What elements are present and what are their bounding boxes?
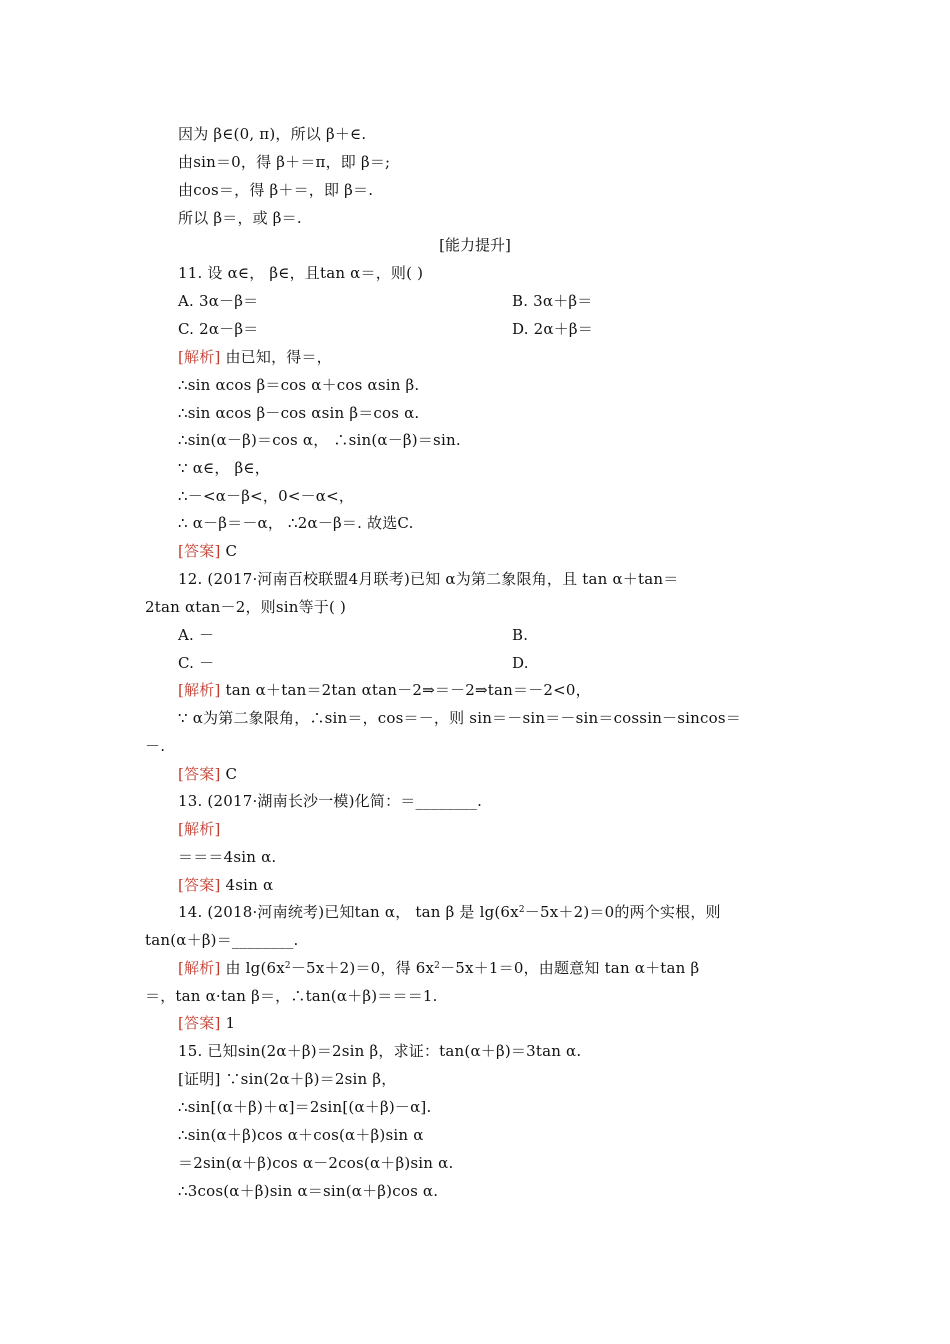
text-segment: A. －: [178, 626, 215, 644]
section-tag: [答案]: [178, 876, 221, 894]
text-segment: C: [220, 765, 238, 783]
text-line-l37: [178, 1125, 424, 1145]
text-segment: ∴sin[(α＋β)＋α]＝2sin[(α＋β)－α].: [178, 1098, 432, 1116]
text-segment: 2tan αtan－2，则sin等于( ): [145, 598, 347, 616]
text-segment: ∵ α∈， β∈，: [178, 459, 270, 477]
text-line-l12: [178, 430, 461, 450]
section-tag: [答案]: [178, 765, 221, 783]
text-line-l28: [178, 875, 273, 895]
text-segment: 所以 β＝，或 β＝.: [178, 209, 302, 227]
superscript: 2: [518, 905, 525, 915]
text-segment: 4sin α: [220, 876, 274, 894]
text-segment: [证明] ∵sin(2α＋β)＝2sin β，: [178, 1070, 397, 1088]
text-segment: D. 2α＋β＝: [512, 320, 593, 338]
section-tag: [答案]: [178, 1014, 221, 1032]
superscript: 2: [434, 961, 441, 971]
text-segment: 因为 β∈(0, π)，所以 β＋∈.: [178, 125, 367, 143]
text-line-l15: [178, 513, 414, 533]
text-segment: －5x＋2)＝0，得 6x: [290, 959, 435, 977]
text-segment: 14. (2018·河南统考)已知tan α， tan β 是 lg(6x: [178, 903, 519, 921]
text-segment: 由已知，得＝，: [220, 348, 332, 366]
text-line-l19b: [512, 625, 528, 645]
text-segment: B.: [512, 626, 529, 644]
superscript: 2: [284, 961, 291, 971]
text-segment: －5x＋1＝0，由题意知 tan α＋tan β: [440, 959, 700, 977]
text-segment: tan(α＋β)＝________.: [145, 931, 299, 949]
text-segment: －.: [145, 737, 166, 755]
text-segment: ∵ α为第二象限角，∴sin＝，cos＝－，则 sin＝－sin＝－sin＝cossin－sincos＝: [178, 709, 741, 727]
text-line-l07a: [178, 291, 258, 311]
text-segment: tan α＋tan＝2tan αtan－2⇒＝－2⇒tan＝－2<0，: [220, 681, 591, 699]
text-line-l27: [178, 847, 276, 867]
text-segment: C. 2α－β＝: [178, 320, 259, 338]
text-segment: ∴3cos(α＋β)sin α＝sin(α＋β)cos α.: [178, 1182, 439, 1200]
text-line-l33: [178, 1013, 235, 1033]
text-line-l01: [178, 124, 366, 144]
text-segment: 由sin＝0，得 β＋＝π，即 β＝;: [178, 153, 391, 171]
text-line-l31: [178, 958, 699, 978]
text-segment: 15. 已知sin(2α＋β)＝2sin β，求证：tan(α＋β)＝3tan α.: [178, 1042, 582, 1060]
text-line-l20a: [178, 653, 214, 673]
text-line-l34: [178, 1041, 581, 1061]
section-tag: [答案]: [178, 542, 221, 560]
text-segment: 由cos＝，得 β＋＝，即 β＝.: [178, 181, 374, 199]
text-segment: 由 lg(6x: [220, 959, 285, 977]
section-tag: [解析]: [178, 820, 221, 838]
text-line-l07b: [512, 291, 593, 311]
text-segment: ＝2sin(α＋β)cos α－2cos(α＋β)sin α.: [178, 1154, 454, 1172]
text-segment: ∴sin(α＋β)cos α＋cos(α＋β)sin α: [178, 1126, 424, 1144]
section-tag: [解析]: [178, 348, 221, 366]
text-line-l23: [145, 736, 165, 756]
text-segment: D.: [512, 654, 529, 672]
text-line-l32: [145, 986, 438, 1006]
text-segment: A. 3α－β＝: [178, 292, 259, 310]
text-segment: 11. 设 α∈， β∈，且tan α＝，则( ): [178, 264, 424, 282]
text-line-l29: [178, 902, 721, 922]
text-line-l17: [178, 569, 678, 589]
text-segment: ∴ α－β＝－α， ∴2α－β＝. 故选C.: [178, 514, 414, 532]
text-line-l21: [178, 680, 591, 700]
text-line-l08a: [178, 319, 258, 339]
text-line-l18: [145, 597, 346, 617]
section-tag: [解析]: [178, 959, 221, 977]
text-line-l13: [178, 458, 270, 478]
text-line-l14: [178, 486, 354, 506]
text-segment: ∴sin αcos β－cos αsin β＝cos α.: [178, 404, 420, 422]
text-line-l24: [178, 764, 237, 784]
text-line-l02: [178, 152, 390, 172]
text-segment: ∴－<α－β<，0<－α<，: [178, 487, 355, 505]
text-line-l06: [178, 263, 423, 283]
text-line-l20b: [512, 653, 529, 673]
text-segment: C: [220, 542, 238, 560]
text-line-l04: [178, 208, 302, 228]
text-line-l19a: [178, 625, 214, 645]
text-segment: ＝＝＝4sin α.: [178, 848, 277, 866]
text-line-l16: [178, 541, 237, 561]
text-line-l25: [178, 791, 482, 811]
text-line-l30: [145, 930, 299, 950]
text-segment: ∴sin αcos β＝cos α＋cos αsin β.: [178, 376, 420, 394]
text-segment: 13. (2017·湖南长沙一模)化简：＝________.: [178, 792, 483, 810]
text-segment: B. 3α＋β＝: [512, 292, 593, 310]
text-segment: －5x＋2)＝0的两个实根，则: [524, 903, 721, 921]
text-line-l22: [178, 708, 741, 728]
section-heading: [能力提升]: [439, 236, 511, 254]
text-line-l26: [178, 819, 221, 839]
text-line-l36: [178, 1097, 431, 1117]
text-line-l11: [178, 403, 419, 423]
text-segment: C. －: [178, 654, 215, 672]
text-line-l38: [178, 1153, 453, 1173]
text-segment: ∴sin(α－β)＝cos α， ∴sin(α－β)＝sin.: [178, 431, 461, 449]
text-segment: ＝，tan α·tan β＝，∴tan(α＋β)＝＝＝1.: [145, 987, 438, 1005]
text-line-l08b: [512, 319, 593, 339]
text-line-l10: [178, 375, 419, 395]
text-line-l03: [178, 180, 373, 200]
section-tag: [解析]: [178, 681, 221, 699]
text-line-l39: [178, 1181, 438, 1201]
text-line-l35: [178, 1069, 396, 1089]
text-segment: 12. (2017·河南百校联盟4月联考)已知 α为第二象限角，且 tan α＋tan＝: [178, 570, 679, 588]
text-segment: 1: [220, 1014, 236, 1032]
text-line-l09: [178, 347, 332, 367]
